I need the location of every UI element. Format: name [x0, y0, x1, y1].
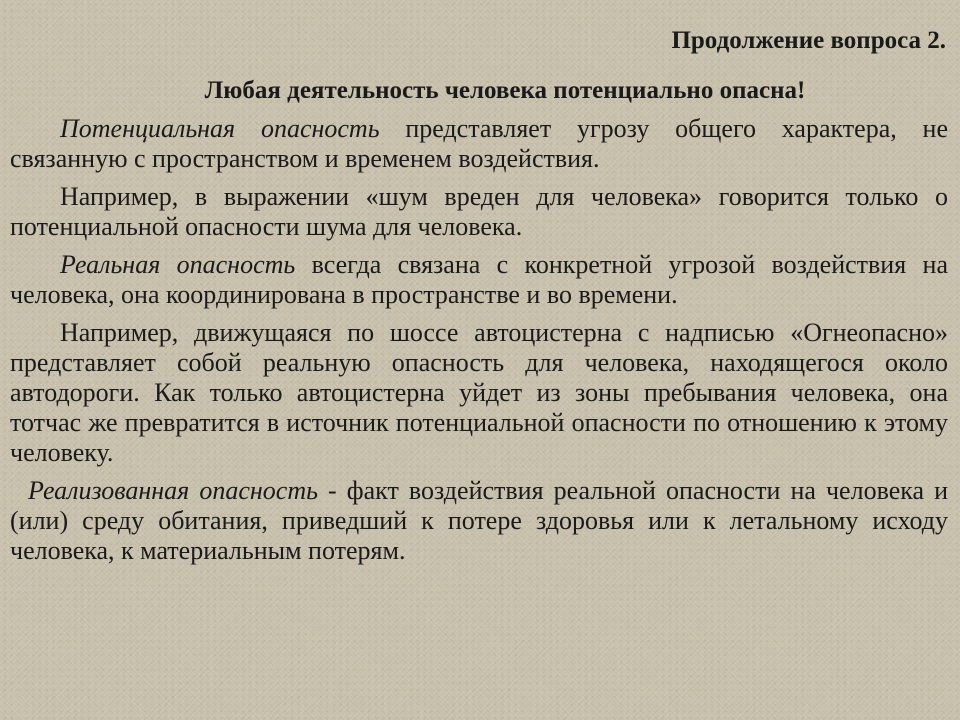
noise-example-text: Например, в выражении «шум вреден для человека» говорится только о потенциальной опасности шума для человека. — [10, 182, 948, 241]
slide-subtitle: Любая деятельность человека потенциально опасна! — [204, 77, 806, 104]
tanker-example-text: Например, движущаяся по шоссе автоцистерна с надписью «Огнеопасно» представляет собой реальную опасность для человека, находящегося около автодороги. Как только автоцистерна уйдет из зоны пребывания человека, она тотчас же превратится в источник потенциальной опасности по отношению к этому человеку. — [10, 318, 948, 467]
slide-body — [10, 114, 948, 574]
paragraph-potential-danger — [10, 114, 948, 174]
paragraph-real-danger — [10, 250, 948, 310]
term-realized-danger: Реализованная опасность — [28, 476, 318, 505]
paragraph-noise-example — [10, 182, 948, 242]
definition-real-danger: всегда связана с конкретной угрозой воздействия на человека, она координирована в пространстве и во времени. — [10, 250, 948, 309]
paragraph-realized-danger — [10, 476, 948, 566]
term-real-danger: Реальная опасность — [60, 250, 296, 279]
slide-title: Продолжение вопроса 2. — [671, 27, 946, 54]
definition-potential-danger: представляет угрозу общего характера, не связанную с пространством и временем воздействия. — [10, 114, 948, 173]
definition-realized-danger: - факт воздействия реальной опасности на человека и (или) среду обитания, приведший к потере здоровья или к летальному исходу человека, к материальным потерям. — [10, 476, 949, 565]
paragraph-tanker-example — [10, 318, 948, 468]
term-potential-danger: Потенциальная опасность — [60, 114, 380, 143]
